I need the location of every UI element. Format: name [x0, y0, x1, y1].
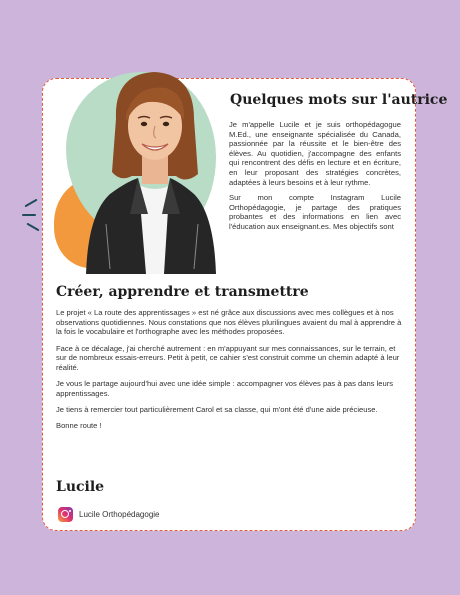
section-paragraph: Je vous le partage aujourd'hui avec une idée simple : accompagner vos élèves pas à pas dans leurs apprentissages.: [56, 379, 394, 398]
burst-line-icon: [26, 223, 39, 232]
instagram-link[interactable]: [58, 507, 160, 522]
burst-line-icon: [24, 199, 37, 208]
instagram-label: Lucile Orthopédagogie: [79, 510, 160, 519]
signature: Lucile: [56, 479, 105, 495]
about-text: [229, 120, 401, 238]
portrait-illustration: [46, 60, 231, 280]
section-paragraph: Je tiens à remercier tout particulièrement Carol et sa classe, qui m'ont été d'une aide précieuse.: [56, 405, 378, 415]
about-heading: Quelques mots sur l'autrice: [230, 92, 448, 108]
about-paragraph: Je m'appelle Lucile et je suis orthopédagogue M.Ed., une enseignante spécialisée du Canada, passionnée par la réussite et le bien-être des élèves. Au quotidien, j'accompagne des enfants qui rencontrent des défis en lecture et en écriture, en leur proposant des stratégies concrètes, adaptées à leurs besoins et à leur rythme.: [229, 120, 401, 187]
author-portrait: [76, 64, 226, 274]
burst-line-icon: [22, 214, 36, 216]
instagram-icon: [58, 507, 73, 522]
section-paragraph: Face à ce décalage, j'ai cherché autrement : en m'appuyant sur mes connaissances, sur le terrain, et sur de nombreux essais-erreurs. Petit à petit, ce cahier s'est construit comme un chemin adapté à leur réalité.: [56, 343, 400, 373]
about-paragraph: Sur mon compte Instagram Lucile Orthopédagogie, je partage des pratiques probantes et des informations en lien avec l'éducation aux enseignant.es. Mes objectifs sont: [229, 193, 401, 231]
section-paragraph: Le projet « La route des apprentissages » est né grâce aux discussions avec mes collègues et à nos observations quotidiennes. Nous constations que nos élèves plurilingues avaient du mal à apprendre à la fois le vocabulaire et l'orthographe avec les méthodes proposées.: [56, 308, 402, 337]
section-text: [56, 308, 402, 438]
section-heading: Créer, apprendre et transmettre: [56, 284, 309, 300]
section-paragraph: Bonne route !: [56, 421, 102, 431]
